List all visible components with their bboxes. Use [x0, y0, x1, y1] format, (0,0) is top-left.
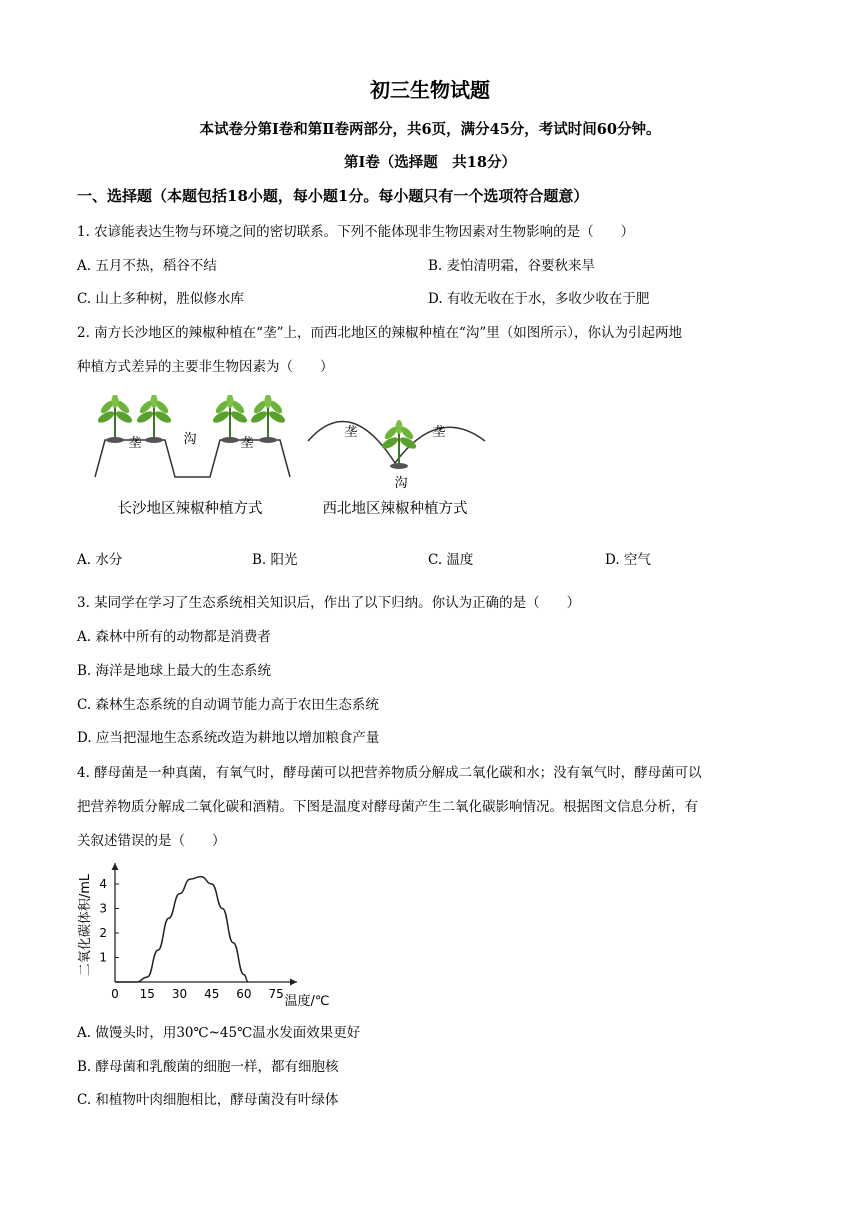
figure-caption-right: 西北地区辣椒种植方式: [322, 501, 468, 517]
question-4-stem-line2: 把营养物质分解成二氧化碳和酒精。下图是温度对酵母菌产生二氧化碳影响情况。根据图文信息分析，有: [77, 799, 698, 815]
q1-option-d: D. 有收无收在于水，多收少收在于肥: [428, 291, 650, 307]
chart-x-tick-label: 15: [139, 987, 155, 1001]
q2-option-a: A. 水分: [77, 552, 123, 568]
question-3-stem: 3. 某同学在学习了生态系统相关知识后，作出了以下归纳。你认为正确的是（ ）: [77, 595, 581, 611]
chart-y-tick-label: 4: [99, 877, 107, 891]
q3-option-d: D. 应当把湿地生态系统改造为耕地以增加粮食产量: [77, 730, 380, 746]
section-heading: 一、选择题（本题包括18小题，每小题1分。每小题只有一个选项符合题意）: [77, 187, 589, 205]
q2-option-c: C. 温度: [428, 552, 474, 568]
question-2-stem-line2: 种植方式差异的主要非生物因素为（ ）: [77, 359, 334, 375]
ridge-label-1: 垄: [128, 436, 142, 451]
q3-option-c: C. 森林生态系统的自动调节能力高于农田生态系统: [77, 697, 379, 713]
chart-x-label: 温度/℃: [284, 994, 330, 1009]
q2-option-d: D. 空气: [605, 552, 651, 568]
part-title: 第Ⅰ卷（选择题 共18分）: [344, 154, 516, 171]
q1-option-b: B. 麦怕清明霜，谷要秋来旱: [428, 258, 596, 274]
chart-x-tick-label: 75: [268, 987, 284, 1001]
q1-option-a: A. 五月不热，稻谷不结: [77, 258, 217, 274]
chart-x-tick-label: 30: [171, 987, 188, 1001]
planting-figure: [90, 395, 500, 525]
q4-option-c: C. 和植物叶肉细胞相比，酵母菌没有叶绿体: [77, 1092, 339, 1108]
ridge-label-4: 垄: [432, 425, 446, 440]
chart-x-tick-label: 45: [204, 987, 220, 1001]
page-title: 初三生物试题: [370, 78, 490, 102]
question-4-stem-line1: 4. 酵母菌是一种真菌，有氧气时，酵母菌可以把营养物质分解成二氧化碳和水；没有氧气时，酵母菌可以: [77, 765, 702, 781]
ridge-label-2: 垄: [240, 436, 254, 451]
q4-option-b: B. 酵母菌和乳酸菌的细胞一样，都有细胞核: [77, 1059, 339, 1075]
ridge-label-3: 垄: [344, 425, 358, 440]
question-2-stem-line1: 2. 南方长沙地区的辣椒种植在“垄”上，而西北地区的辣椒种植在“沟”里（如图所示），你认为引起两地: [77, 325, 683, 341]
co2-temperature-chart: [75, 855, 345, 1010]
q2-option-b: B. 阳光: [252, 552, 298, 568]
ditch-label-2: 沟: [394, 476, 408, 491]
question-4-stem-line3: 关叙述错误的是（ ）: [77, 833, 226, 849]
chart-x-tick-label: 60: [236, 987, 252, 1001]
ditch-label-1: 沟: [183, 432, 197, 447]
chart-y-tick-label: 1: [99, 950, 107, 965]
chart-y-axis-arrow: [112, 863, 119, 870]
question-1-stem: 1. 农谚能表达生物与环境之间的密切联系。下列不能体现非生物因素对生物影响的是（ ）: [77, 224, 635, 240]
chart-y-label: 二氧化碳体积/mL: [78, 873, 93, 977]
exam-intro: 本试卷分第Ⅰ卷和第Ⅱ卷两部分，共6页，满分45分，考试时间60分钟。: [199, 121, 661, 138]
chart-x-tick-label: 0: [111, 987, 119, 1001]
q3-option-b: B. 海洋是地球上最大的生态系统: [77, 663, 272, 679]
figure-caption-left: 长沙地区辣椒种植方式: [117, 501, 263, 517]
q3-option-a: A. 森林中所有的动物都是消费者: [77, 629, 271, 645]
chart-x-axis-arrow: [290, 979, 297, 986]
chart-y-tick-label: 2: [99, 926, 107, 940]
chart-y-tick-label: 3: [99, 901, 107, 916]
q4-option-a: A. 做馒头时，用30℃~45℃温水发面效果更好: [77, 1025, 361, 1041]
chart-series-line: [115, 877, 248, 982]
q1-option-c: C. 山上多种树，胜似修水库: [77, 291, 244, 307]
